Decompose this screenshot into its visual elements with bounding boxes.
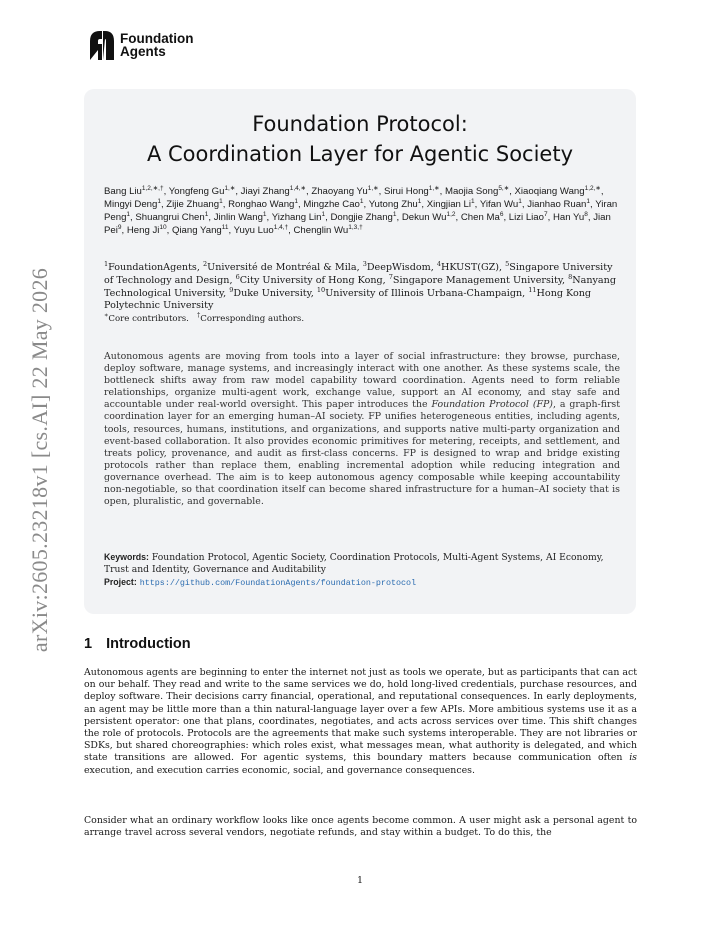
project-line	[104, 576, 620, 589]
intro-paragraph-2: Consider what an ordinary workflow looks like once agents become common. A user might ask a personal agent to arrange travel across several vendors, negotiate refunds, and stay within a budget. To do this, the	[84, 815, 637, 839]
keywords-label: Keywords:	[104, 552, 149, 562]
author-entry	[330, 212, 396, 223]
affiliation-number: 5	[505, 259, 510, 268]
section-title: Introduction	[106, 636, 191, 652]
affiliation-name: Singapore Management University	[392, 274, 562, 286]
author-name: Shuangrui Chen	[135, 212, 205, 223]
author-affiliation-marks: 1,4,∗	[289, 184, 307, 192]
intro-paragraph-1-emphasis: is	[629, 752, 637, 764]
author-affiliation-marks: 1	[157, 197, 161, 205]
affiliation-name: Duke University	[233, 287, 311, 299]
author-name: Chen Ma	[460, 212, 500, 223]
affiliation-name: FoundationAgents	[108, 262, 197, 273]
author-affiliation-marks: 1,2,∗,†	[141, 184, 164, 192]
affiliation-number: 1	[104, 259, 109, 268]
arxiv-identifier-stamp: arXiv:2605.23218v1 [cs.AI] 22 May 2026	[27, 267, 52, 653]
affiliation-number: 4	[436, 259, 441, 268]
author-name: Sirui Hong	[383, 186, 429, 197]
author-affiliation-marks: 1,2	[446, 210, 456, 218]
author-affiliation-marks: 1	[262, 210, 267, 218]
affiliation-number: 9	[229, 285, 234, 294]
core-contributors-label: Core contributors.	[108, 314, 189, 325]
author-name: Xiaoqiang Wang	[514, 186, 585, 197]
page-number: 1	[356, 875, 364, 886]
affiliation-number: 3	[362, 259, 367, 268]
author-name: Qiang Yang	[171, 225, 222, 236]
section-heading-introduction	[84, 636, 191, 652]
paper-title-line1: Foundation Protocol:	[252, 112, 468, 136]
corresponding-author-mark: †	[197, 311, 201, 320]
affiliation-entry	[229, 285, 311, 299]
abstract-protocol-name: Foundation Protocol (FP)	[431, 399, 553, 411]
affiliation-entry	[362, 259, 431, 273]
author-affiliation-marks: 1	[204, 210, 209, 218]
author-name: Maojia Song	[444, 186, 499, 197]
author-name: Yutong Zhu	[368, 199, 418, 210]
logo-text-line2: Agents	[120, 44, 166, 59]
intro-paragraph-1-part2: execution, and execution carries economic, social, and governance consequences.	[84, 764, 475, 776]
author-entry	[480, 199, 522, 210]
affiliation-entry	[202, 259, 357, 273]
keywords-block	[104, 551, 620, 590]
abstract-text	[104, 351, 620, 508]
author-name: Yifan Wu	[479, 199, 519, 210]
author-name: Jinlin Wang	[213, 212, 263, 223]
author-affiliation-marks: 10	[159, 223, 167, 231]
affiliation-name: Hong Kong Polytechnic University	[104, 287, 592, 312]
affiliation-list	[104, 259, 620, 326]
author-affiliation-marks: 1	[321, 210, 326, 218]
author-entry	[172, 225, 229, 236]
project-label: Project:	[104, 577, 137, 588]
author-name: Xingjian Li	[426, 199, 472, 210]
author-affiliation-marks: 1,2,∗	[584, 184, 601, 192]
author-affiliation-marks: 6	[499, 210, 504, 218]
author-affiliation-marks: 8	[584, 210, 588, 218]
abstract-card	[84, 89, 636, 614]
author-affiliation-marks: 5,∗	[498, 184, 510, 192]
author-entry	[553, 212, 588, 223]
affiliation-name: HKUST(GZ)	[440, 262, 500, 273]
logo-text-line1: Foundation	[120, 31, 194, 46]
corresponding-authors-label: Corresponding authors.	[200, 314, 305, 325]
abstract-part2: , a graph-first coordination layer for an emerging human–AI society. FP unifies heterogeneous entities, including agents, tools, resources, humans, institutions, and organizations, and supports native multi-party organization and event-based collaboration. It also provides economic primitives for metering, receipts, and settlement, and treats policy, provenance, and audit as first-class concerns. FP is designed to wrap and bridge existing protocols rather than replace them, enabling incremental adoption while reducing integration and governance overhead. The aim is to keep autonomous agency composable while keeping accountability non-negotiable, so that coordination itself can become shared infrastructure for a human–AI society that is open, pluralistic, and governable.	[104, 399, 621, 508]
author-entry	[104, 186, 164, 197]
author-affiliation-marks: 11	[221, 223, 229, 231]
author-affiliation-marks: 1,∗	[224, 184, 236, 192]
author-affiliation-marks: 1	[294, 197, 299, 205]
author-entry	[527, 199, 590, 210]
author-affiliation-marks: 7	[543, 210, 548, 218]
author-name: Zhaoyang Yu	[311, 186, 368, 197]
author-name: Jian Pei	[104, 212, 611, 236]
affiliation-entry	[436, 259, 500, 273]
affiliation-number: 11	[528, 285, 537, 294]
affiliation-name: DeepWisdom	[366, 262, 431, 273]
affiliation-entry	[104, 259, 197, 273]
author-name: Zijie Zhuang	[166, 199, 220, 210]
author-affiliation-marks: 1	[359, 197, 364, 205]
affiliation-name: Université de Montréal & Mila	[207, 262, 357, 273]
author-affiliation-marks: 1	[518, 197, 522, 205]
author-name: Jiayi Zhang	[240, 186, 290, 197]
author-entry	[461, 212, 504, 223]
section-number: 1	[84, 636, 93, 652]
author-name: Yongfeng Gu	[168, 186, 225, 197]
affiliation-number: 7	[388, 272, 393, 281]
author-name: Yuyu Luo	[233, 225, 274, 236]
author-entry	[311, 186, 378, 197]
author-name: Lizi Liao	[508, 212, 544, 223]
project-link[interactable]: https://github.com/FoundationAgents/foundation-protocol	[139, 578, 417, 589]
author-entry	[369, 199, 422, 210]
author-affiliation-marks: 1	[392, 210, 397, 218]
intro-paragraph-1-part1: Autonomous agents are beginning to enter the internet not just as tools we operate, but as participants that can act on our behalf. They read and write to the same services we do, hold long-lived credentials, purchase resources, and deploy software. Their decisions carry financial, operational, and reputational consequences. In early deployments, an agent may be little more than a thin natural-language layer over a few APIs. More ambitious systems use it as a persistent operator: one that plans, coordinates, negotiates, and acts across services over time. This shift changes the role of protocols. Protocols are the agreements that make such systems interoperable. They are not libraries or SDKs, but shared choreographies: which roles exist, what messages mean, what authority is delegated, and which state transitions are allowed. For agentic systems, this boundary matters because communication often	[84, 667, 637, 764]
author-entry	[127, 225, 167, 236]
abstract-part1: Autonomous agents are moving from tools into a layer of social infrastructure: they browse, purchase, deploy software, manage systems, and increasingly interact with one another. As these systems scale, the bottleneck shifts away from raw model capability toward coordination. Agents need to form reliable relationships, organize multi-agent work, exchange value, support an AI economy, and stay safe and accountable under real-world oversight. This paper introduces the	[104, 351, 620, 411]
author-name: Dongjie Zhang	[330, 212, 393, 223]
author-affiliation-marks: 1	[586, 197, 591, 205]
author-affiliation-marks: 1	[417, 197, 422, 205]
author-entry	[214, 212, 267, 223]
author-name: Jianhao Ruan	[527, 199, 587, 210]
affiliation-entry	[316, 285, 523, 299]
author-entry	[427, 199, 475, 210]
author-entry	[166, 199, 222, 210]
foundation-agents-logo-icon	[89, 30, 115, 60]
affiliation-name: University of Illinois Urbana-Champaign	[325, 287, 523, 299]
intro-paragraph-1	[84, 667, 637, 777]
author-affiliation-marks: 1,3,†	[348, 223, 363, 231]
affiliation-entry	[235, 272, 383, 286]
author-name: Ronghao Wang	[228, 199, 295, 210]
keywords-value: Foundation Protocol, Agentic Society, Coordination Protocols, Multi-Agent Systems, AI Economy, Trust and Identity, Governance and Auditability	[104, 552, 604, 576]
author-entry	[303, 199, 363, 210]
affiliation-entry	[388, 272, 562, 286]
affiliation-number: 10	[316, 285, 326, 294]
author-affiliation-marks: 1	[219, 197, 223, 205]
author-name: Chenglin Wu	[293, 225, 349, 236]
author-affiliation-marks: 1,∗	[428, 184, 440, 192]
author-name: Mingyi Deng	[104, 199, 158, 210]
affiliation-number: 6	[235, 272, 240, 281]
keywords-line	[104, 551, 620, 576]
author-entry	[294, 225, 363, 236]
logo-text	[120, 32, 193, 58]
author-entry	[509, 212, 548, 223]
author-entry	[169, 186, 236, 197]
author-entry	[241, 186, 306, 197]
author-affiliation-marks: 1,∗	[367, 184, 379, 192]
affiliation-name: City University of Hong Kong	[239, 274, 383, 286]
affiliation-name: Nanyang Technological University	[104, 274, 616, 299]
author-affiliation-marks: 9	[117, 223, 122, 231]
affiliation-number: 8	[568, 272, 573, 281]
author-name: Yizhang Lin	[271, 212, 322, 223]
affiliation-number: 2	[202, 259, 208, 268]
affiliation-items: $^1$FoundationAgents, $^2$Université de Montréal & Mila, $^3$DeepWisdom, $^4$HKUST(GZ), $^5$Singapore University of Technology and Design, $^6$City University of Hong Kong, $^7$Singapore Management University, $^8$Nanyang Technological University, $^9$Duke University, $^{10}$University of Illinois Urbana-Champaign, $^{11}$Hong Kong Polytechnic University	[104, 259, 616, 312]
author-entry	[104, 199, 161, 210]
author-name: Bang Liu	[104, 186, 142, 197]
author-name: Dekun Wu	[401, 212, 447, 223]
author-name: Heng Ji	[126, 225, 160, 236]
author-entry	[402, 212, 456, 223]
author-affiliation-marks: 1	[126, 210, 131, 218]
author-name: Mingzhe Cao	[303, 199, 360, 210]
author-entry	[515, 186, 601, 197]
author-affiliation-marks: 1	[471, 197, 475, 205]
author-name: Han Yu	[552, 212, 585, 223]
author-affiliation-marks: 1,4,†	[273, 223, 289, 231]
author-name: Yiran Peng	[104, 199, 618, 223]
affiliation-name: Singapore University of Technology and Design	[104, 262, 613, 286]
core-contributor-mark: ∗	[104, 311, 109, 320]
author-entry	[234, 225, 288, 236]
author-entry	[228, 199, 298, 210]
paper-title-line2: A Coordination Layer for Agentic Society	[146, 142, 574, 166]
author-entry	[135, 212, 208, 223]
author-entry	[272, 212, 325, 223]
paper-title	[84, 109, 636, 169]
author-entry	[384, 186, 440, 197]
author-list: Bang Liu$^{1,2,∗,\dagger}$, Yongfeng $Gu^{1,∗}$, Jiayi Zhang$^{1,4,∗}$, Zhaoyang $Yu^{1,∗}$, Sirui Hong$^{1,∗}$, Maojia Song$^{5,∗}$, Xiaoqiang Wang$^{1,2,∗}$, Mingyi Deng$^1$, Zijie Zhuang$^1$, Ronghao Wang$^1$, Mingzhe Cao$^1$, Yutong Zhu$^1$, Xingjian Li$^1$, Yifan Wu$^1$, Jianhao Ruan$^1$, Yiran Peng$^1$, Shuangrui Chen$^1$, Jinlin Wang$^1$, Yizhang Lin$^1$, Dongjie Zhang$^1$, Dekun Wu$^{1,2}$, Chen Ma$^6$, Lizi Liao$^7$, Han Yu$^8$, Jian Pei$^9$, Heng Ji$^{10}$, Qiang Yang$^{11}$, Yuyu Luo$^{1,4,\dagger}$, Chenglin $Wu^{1,3,\dagger}$	[104, 184, 618, 236]
author-entry	[445, 186, 509, 197]
foundation-agents-logo	[89, 30, 193, 60]
contributors-note	[104, 313, 620, 326]
